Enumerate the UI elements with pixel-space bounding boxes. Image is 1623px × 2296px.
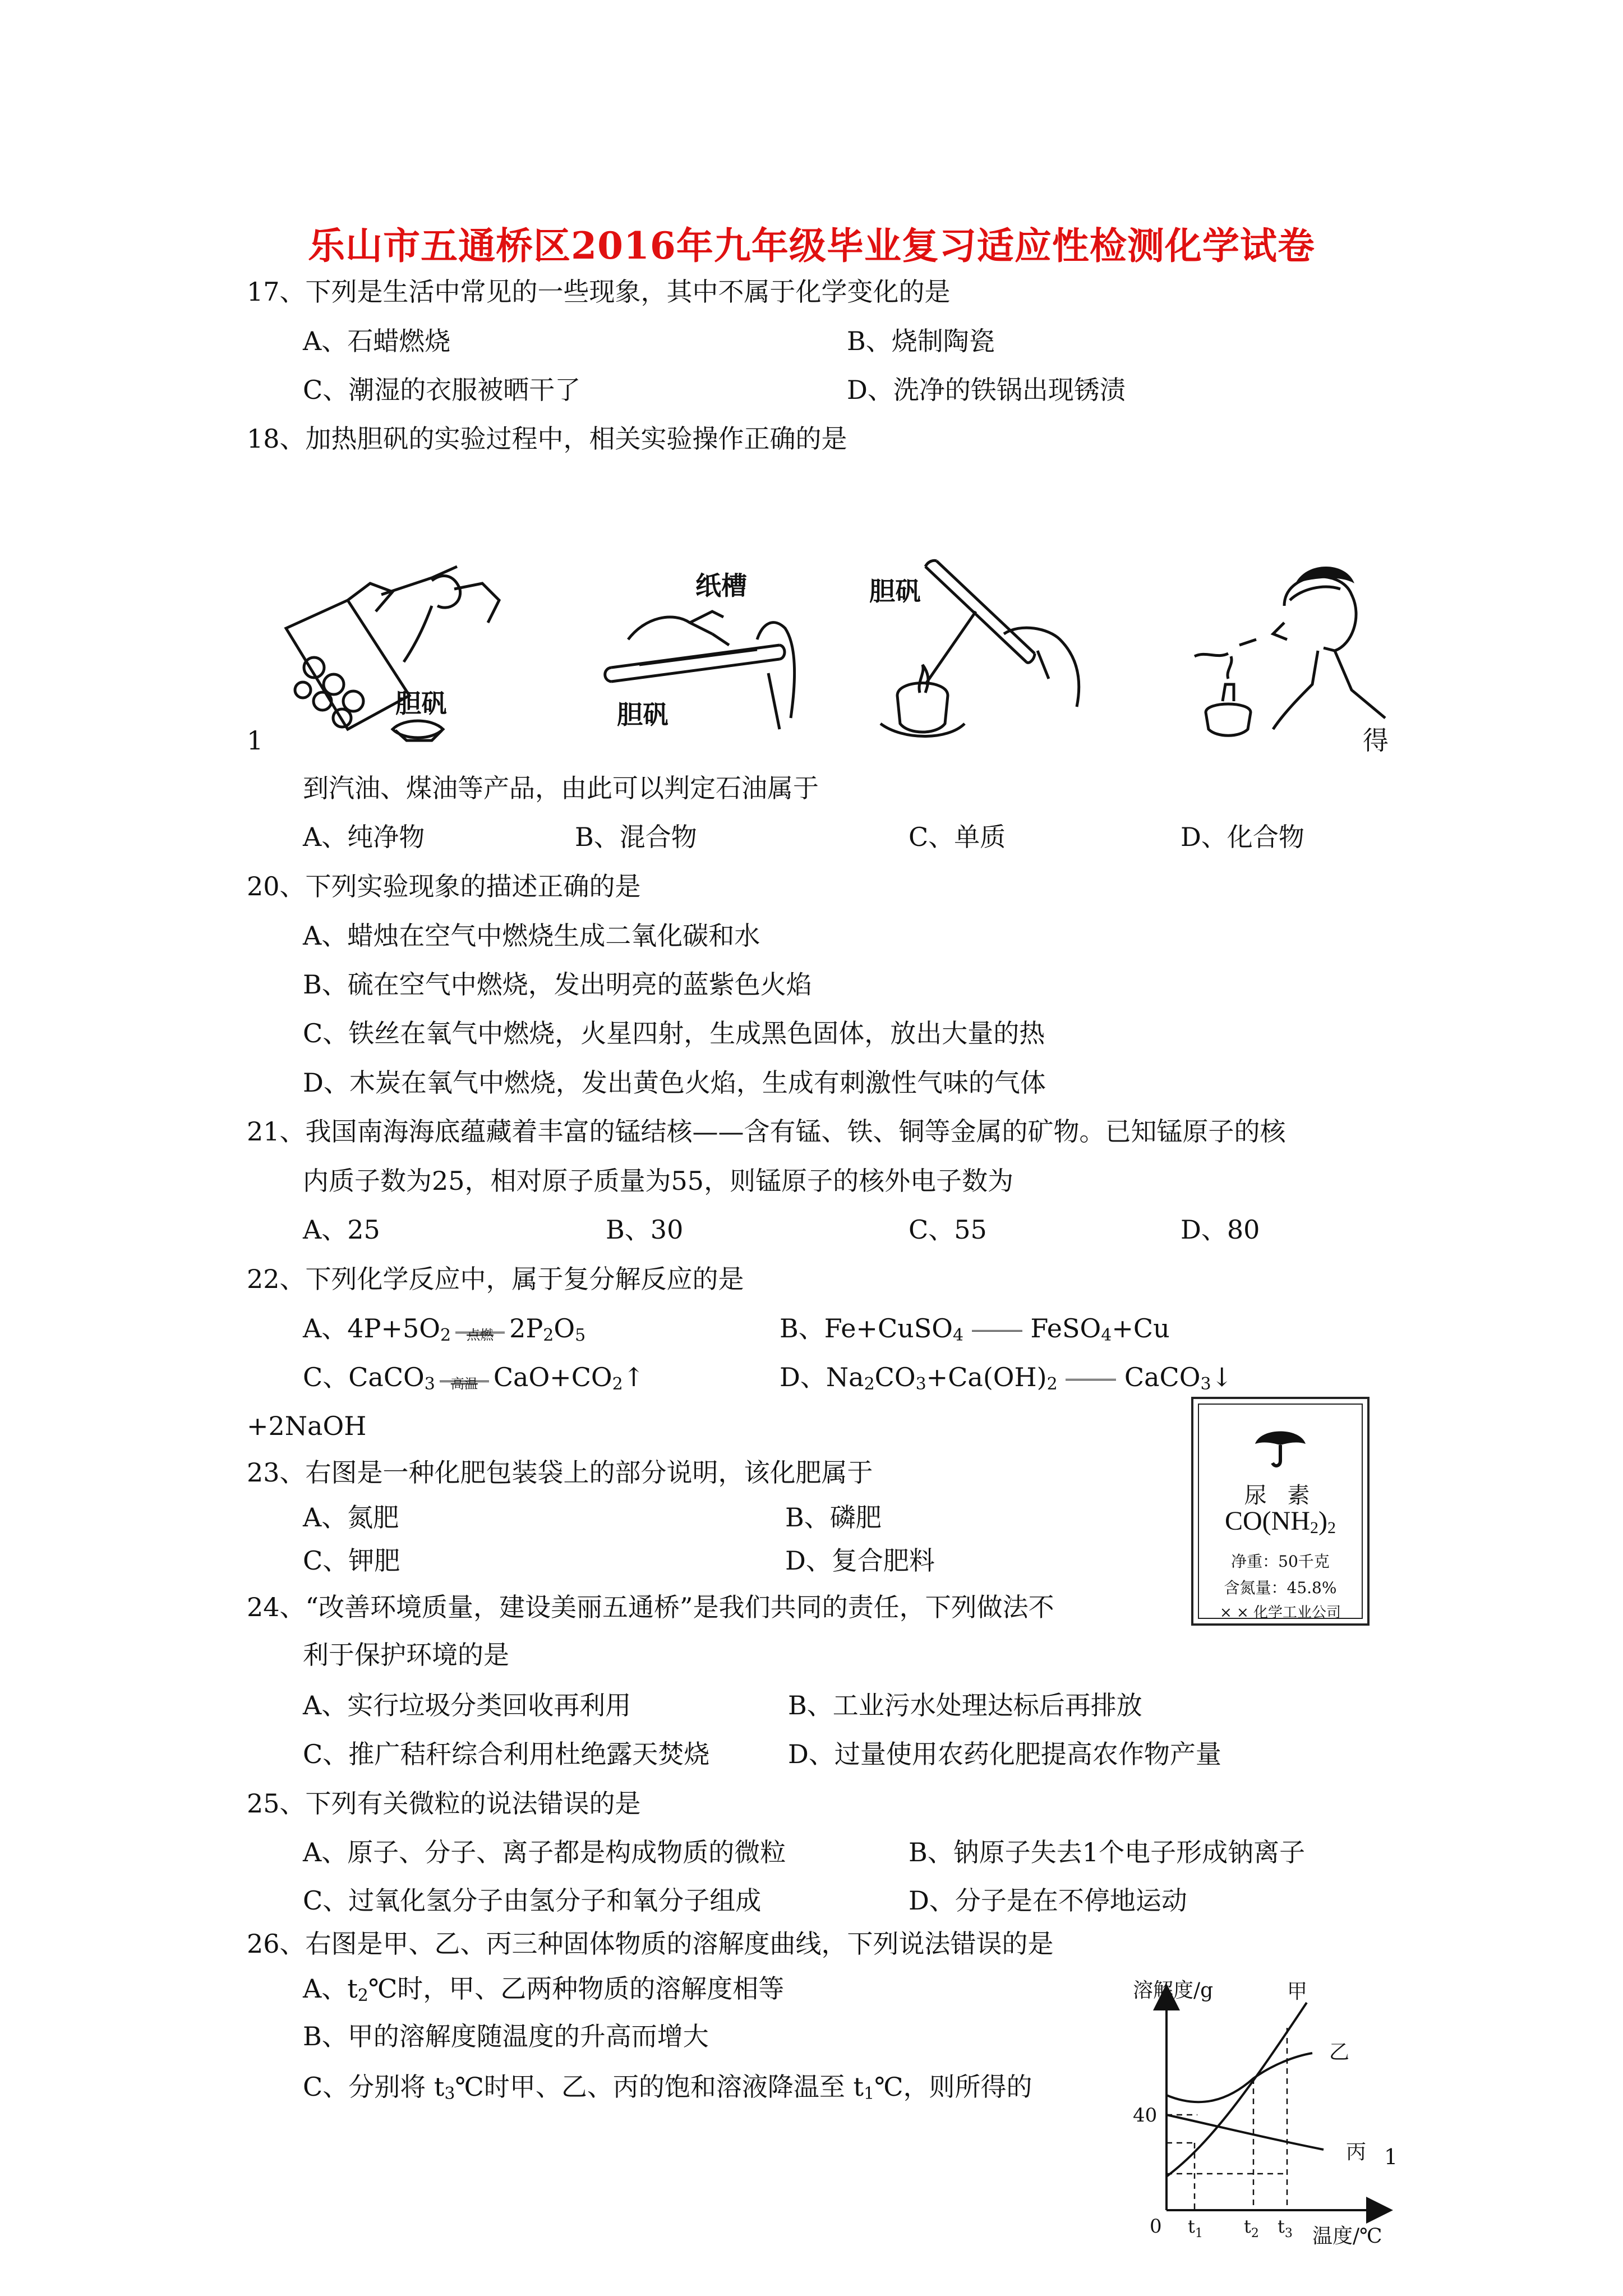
question-24-line2: 利于保护环境的是 [303,1640,509,1670]
q22-option-d: D、$Na_2CO_3+Ca(OH)_2$ CaCO$_3$↓ [780,1362,1233,1394]
q24-option-c: C、推广秸秆综合利用杜绝露天焚烧 [303,1739,710,1769]
q22-option-c: C、CaCO$_3$ 高温 $CaO+CO_2↑$ [303,1360,644,1401]
q19-option-a: A、纯净物 [303,822,425,852]
q25-option-c: C、过氧化氢分子由氢分子和氧分子组成 [303,1885,762,1916]
condition-high-temp: 高温 [450,1376,478,1392]
illustration-a-scooping [264,550,544,752]
lab-illustrations [264,550,1385,752]
question-25-stem: 25、下列有关微粒的说法错误的是 [247,1788,641,1819]
label-danfan-b: 胆矾 [617,700,668,730]
question-20-stem: 20、下列实验现象的描述正确的是 [247,871,641,901]
question-21-line1: 21、我国南海海底蕴藏着丰富的锰结核——含有锰、铁、铜等金属的矿物。已知锰原子的核 [247,1116,1286,1147]
fertilizer-company: × × 化学工业公司 [1219,1604,1341,1621]
q22-option-b: B、Fe+CuSO$_4$ FeSO$_4$+Cu [780,1313,1170,1345]
label-danfan-c: 胆矾 [869,576,921,606]
question-19-number: 1 [247,725,264,756]
q21-option-c: C、55 [909,1214,987,1245]
q20-option-a: A、蜡烛在空气中燃烧生成二氧化碳和水 [303,921,760,951]
q17-option-c: C、潮湿的衣服被晒干了 [303,375,581,405]
label-zhicao: 纸槽 [695,570,747,601]
x-tick-t3: $t_3$ [1278,2216,1293,2240]
q21-option-a: A、25 [303,1214,380,1245]
fertilizer-name: 尿 素 [1244,1483,1317,1508]
illustration-d-blowing-lamp [1172,550,1396,752]
q19-option-c: C、单质 [909,822,1006,852]
fertilizer-bag-label [1191,1397,1370,1626]
q26-option-a: A、$t_2℃$时，甲、乙两种物质的溶解度相等 [303,1973,785,2005]
question-19-line2: 到汽油、煤油等产品，由此可以判定石油属于 [303,773,819,803]
series-label-yi: 乙 [1329,2041,1350,2064]
q19-option-d: D、化合物 [1181,822,1304,852]
q25-option-a: A、原子、分子、离子都是构成物质的微粒 [303,1837,786,1867]
fertilizer-net-weight: 净重：50千克 [1231,1552,1330,1571]
q21-option-d: D、80 [1181,1214,1260,1245]
q17-option-b: B、烧制陶瓷 [847,326,995,356]
x-axis-label: 温度/℃ [1312,2225,1382,2248]
q21-option-b: B、30 [606,1214,684,1245]
illustration-c-heating-tube [836,539,1127,752]
q23-option-b: B、磷肥 [785,1502,882,1533]
q17-option-d: D、洗净的铁锅出现锈渍 [847,375,1126,405]
q24-option-d: D、过量使用农药化肥提高农作物产量 [788,1739,1221,1769]
question-18-stem: 18、加热胆矾的实验过程中，相关实验操作正确的是 [247,424,847,454]
origin-label: 0 [1150,2215,1162,2238]
x-tick-t1: $t_1$ [1188,2216,1203,2240]
question-17-stem: 17、下列是生活中常见的一些现象，其中不属于化学变化的是 [247,277,951,307]
q24-option-a: A、实行垃圾分类回收再利用 [303,1690,631,1720]
question-24-line1: 24、“改善环境质量，建设美丽五通桥”是我们共同的责任，下列做法不 [247,1592,1054,1622]
q22-option-a: A、$4P+5O_2$ 点燃 $2P_2O_5$ [303,1312,585,1352]
x-tick-t2: $t_2$ [1244,2216,1259,2240]
question-23-stem: 23、右图是一种化肥包装袋上的部分说明，该化肥属于 [247,1457,873,1488]
umbrella-logo-icon [1252,1421,1308,1472]
label-danfan-a: 胆矾 [395,688,447,719]
fertilizer-nitrogen: 含氮量：45.8% [1224,1579,1337,1597]
series-label-jia: 甲 [1287,1980,1308,2003]
q20-option-b: B、硫在空气中燃烧，发出明亮的蓝紫色火焰 [303,969,812,1000]
series-label-bing: 丙 [1346,2141,1367,2164]
q17-option-a: A、石蜡燃烧 [303,326,451,356]
q23-option-c: C、钾肥 [303,1545,400,1576]
y-tick-40: 40 [1133,2104,1158,2127]
y-axis-label: 溶解度/g [1133,1979,1214,2002]
curve-bing [1166,2115,1324,2150]
fertilizer-formula: $CO(NH_2)_2$ [1225,1506,1336,1537]
page-mark: 1 [1384,2145,1398,2169]
solubility-chart [1116,1975,1408,2255]
q22-option-d-tail: +2NaOH [247,1411,367,1441]
illustration-b-paper-trough [544,550,836,752]
q25-option-d: D、分子是在不停地运动 [909,1885,1187,1916]
page-title: 乐山市五通桥区2016年九年级毕业复习适应性检测化学试卷 [308,224,1315,268]
question-21-line2: 内质子数为25，相对原子质量为55，则锰原子的核外电子数为 [303,1166,1014,1196]
curve-yi [1166,2053,1312,2102]
question-19-tail: 得 [1363,725,1389,756]
question-26-stem: 26、右图是甲、乙、丙三种固体物质的溶解度曲线，下列说法错误的是 [247,1929,1054,1959]
q20-option-d: D、木炭在氧气中燃烧，发出黄色火焰，生成有刺激性气味的气体 [303,1068,1046,1098]
q19-option-b: B、混合物 [575,822,697,852]
q23-option-d: D、复合肥料 [785,1545,935,1576]
q25-option-b: B、钠原子失去1个电子形成钠离子 [909,1837,1306,1867]
q24-option-b: B、工业污水处理达标后再排放 [788,1690,1142,1720]
condition-ignite: 点燃 [467,1327,494,1343]
question-22-stem: 22、下列化学反应中，属于复分解反应的是 [247,1264,744,1294]
q26-option-b: B、甲的溶解度随温度的升高而增大 [303,2021,709,2051]
q23-option-a: A、氮肥 [303,1502,399,1533]
q20-option-c: C、铁丝在氧气中燃烧，火星四射，生成黑色固体，放出大量的热 [303,1018,1045,1048]
q26-option-c: C、分别将 $t_3℃$时甲、乙、丙的饱和溶液降温至 $t_1℃$，则所得的 [303,2072,1032,2104]
